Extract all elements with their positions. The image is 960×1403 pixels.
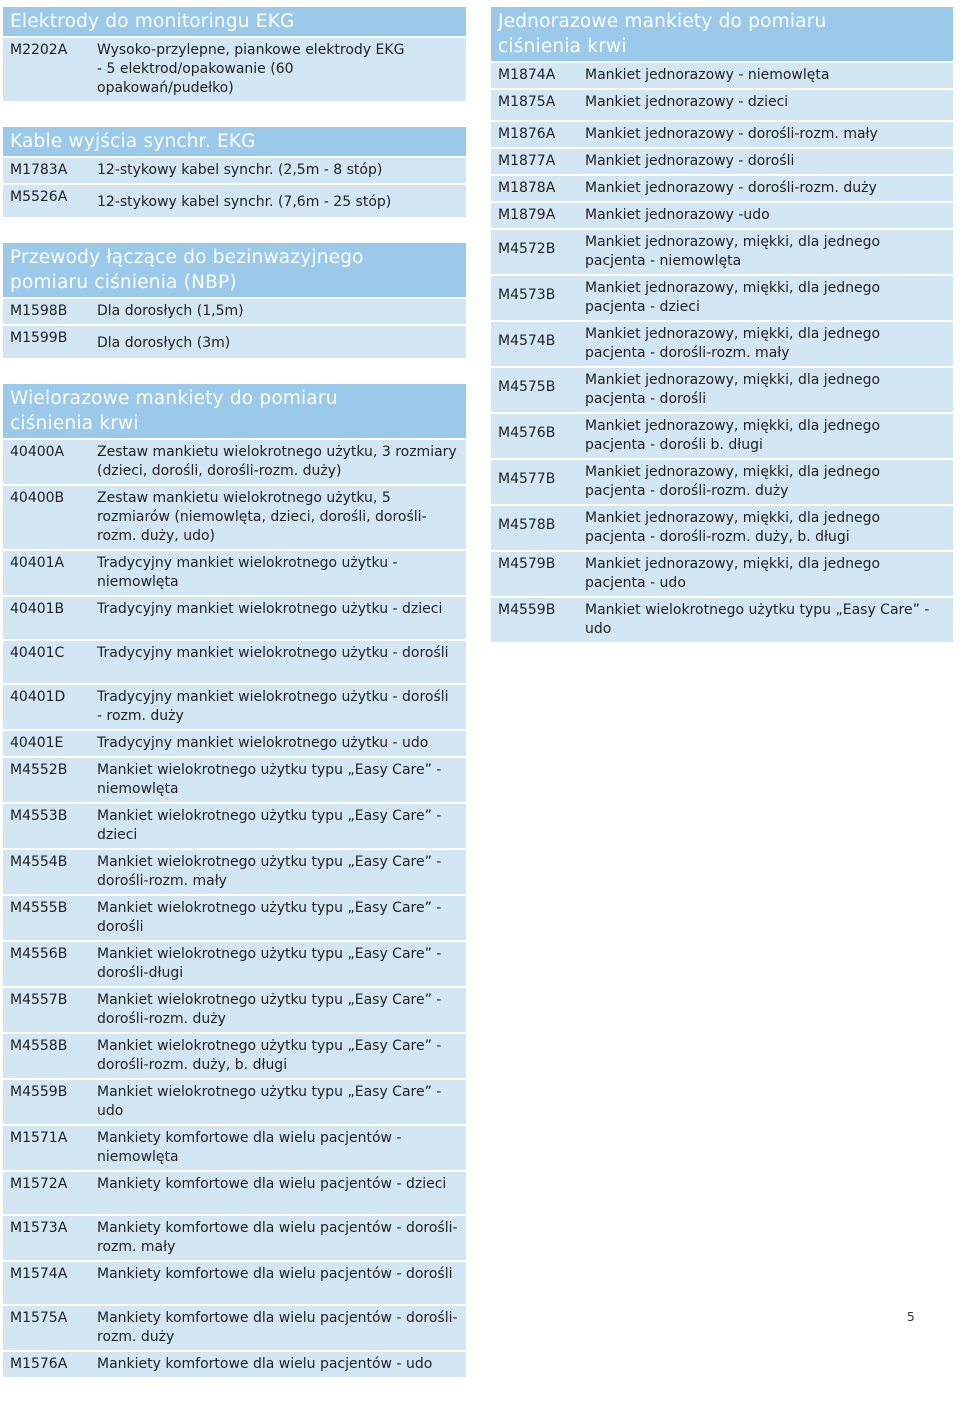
table-row <box>491 366 953 412</box>
product-description: Zestaw mankietu wielokrotnego użytku, 5 rozmiarów (niemowlęta, dzieci, dorośli, dorośli-rozm. duży, udo) <box>97 490 427 544</box>
product-description: Mankiet jednorazowy, miękki, dla jednego pacjenta - dorośli <box>585 372 881 407</box>
product-code: M4559B <box>498 602 556 618</box>
product-code: M4556B <box>10 946 68 962</box>
product-description: Mankiety komfortowe dla wielu pacjentów - dorośli <box>97 1266 453 1282</box>
table-row <box>3 756 466 802</box>
section-title: Przewody łączące do bezinwazyjnego pomiaru ciśnienia (NBP) <box>3 243 466 297</box>
product-description: Mankiet wielokrotnego użytku typu „Easy Care” - niemowlęta <box>97 762 442 797</box>
table-row <box>3 848 466 894</box>
product-description: Mankiet jednorazowy, miękki, dla jednego pacjenta - dorośli-rozm. duży <box>585 464 881 499</box>
table-row <box>3 549 466 595</box>
product-description: Mankiet wielokrotnego użytku typu „Easy Care” - dzieci <box>97 808 442 843</box>
product-code: M4574B <box>498 333 556 349</box>
product-code: M1877A <box>498 153 556 169</box>
product-code: M4573B <box>498 287 556 303</box>
product-code: M1571A <box>10 1130 68 1146</box>
product-code: M4579B <box>498 556 556 572</box>
table-row <box>491 88 953 120</box>
product-description: Mankiet jednorazowy - dorośli <box>585 153 795 169</box>
product-code: M2202A <box>10 42 68 58</box>
table-row <box>491 412 953 458</box>
product-description: Mankiety komfortowe dla wielu pacjentów - udo <box>97 1356 433 1372</box>
table-row <box>3 639 466 683</box>
product-code: M1575A <box>10 1310 68 1326</box>
table-row <box>3 683 466 729</box>
table-row <box>491 596 953 642</box>
table-row <box>491 228 953 274</box>
page-number: 5 <box>907 1310 915 1324</box>
product-code: M1783A <box>10 162 68 178</box>
table-row <box>491 458 953 504</box>
section-ecg-sync-cables <box>3 127 466 217</box>
product-description: Tradycyjny mankiet wielokrotnego użytku - dorośli <box>97 645 449 661</box>
product-description: Mankiet wielokrotnego użytku typu „Easy Care” - dorośli-rozm. duży, b. długi <box>97 1038 442 1073</box>
table-row <box>3 1304 466 1350</box>
product-code: M4554B <box>10 854 68 870</box>
section-disposable-cuffs <box>491 7 953 642</box>
table-row <box>3 438 466 484</box>
product-code: 40401E <box>10 735 64 751</box>
table-row <box>3 183 466 217</box>
section-title: Wielorazowe mankiety do pomiaru ciśnienia krwi <box>3 384 466 438</box>
product-description: Tradycyjny mankiet wielokrotnego użytku - udo <box>97 735 429 751</box>
product-description: Mankiet jednorazowy -udo <box>585 207 770 223</box>
right-column <box>491 7 953 668</box>
product-description: Dla dorosłych (3m) <box>97 335 231 351</box>
product-code: 40400A <box>10 444 65 460</box>
table-row <box>491 147 953 174</box>
table-row <box>3 894 466 940</box>
table-row <box>3 484 466 549</box>
product-description: Tradycyjny mankiet wielokrotnego użytku - dzieci <box>97 601 443 617</box>
product-code: 40401B <box>10 601 65 617</box>
product-code: M4555B <box>10 900 68 916</box>
product-description: Mankiet jednorazowy, miękki, dla jednego pacjenta - dzieci <box>585 280 881 315</box>
table-row <box>3 802 466 848</box>
product-code: M1876A <box>498 126 556 142</box>
section-nbp-hoses <box>3 243 466 358</box>
section-ecg-electrodes <box>3 7 466 101</box>
product-description: Mankiet wielokrotnego użytku typu „Easy Care” - dorośli-długi <box>97 946 442 981</box>
product-description: Mankiety komfortowe dla wielu pacjentów - dorośli-rozm. mały <box>97 1220 458 1255</box>
product-description: Mankiet wielokrotnego użytku typu „Easy Care” - dorośli-rozm. mały <box>97 854 442 889</box>
product-description: Zestaw mankietu wielokrotnego użytku, 3 rozmiary (dzieci, dorośli, dorośli-rozm. duży) <box>97 444 457 479</box>
table-row <box>3 986 466 1032</box>
table-row <box>3 156 466 183</box>
product-code: 40401D <box>10 689 66 705</box>
product-description: Mankiet jednorazowy, miękki, dla jednego pacjenta - dorośli-rozm. mały <box>585 326 881 361</box>
product-description: Mankiet wielokrotnego użytku typu „Easy Care” - dorośli-rozm. duży <box>97 992 442 1027</box>
product-description: Mankiet jednorazowy - niemowlęta <box>585 67 830 83</box>
product-description: Mankiet jednorazowy - dorośli-rozm. duży <box>585 180 877 196</box>
table-row <box>3 1170 466 1214</box>
table-row <box>3 1078 466 1124</box>
product-description: Mankiety komfortowe dla wielu pacjentów - dorośli-rozm. duży <box>97 1310 458 1345</box>
table-row <box>3 36 466 101</box>
product-code: M4577B <box>498 471 556 487</box>
product-code: M4558B <box>10 1038 68 1054</box>
product-description: Mankiet jednorazowy, miękki, dla jednego pacjenta - dorośli b. długi <box>585 418 881 453</box>
product-code: M4552B <box>10 762 68 778</box>
product-code: M1875A <box>498 94 556 110</box>
table-row <box>491 274 953 320</box>
table-row <box>3 1032 466 1078</box>
product-description: Tradycyjny mankiet wielokrotnego użytku - dorośli - rozm. duży <box>97 689 449 724</box>
product-description: Mankiet jednorazowy, miękki, dla jednego pacjenta - dorośli-rozm. duży, b. długi <box>585 510 881 545</box>
product-code: M1574A <box>10 1266 68 1282</box>
product-description: 12-stykowy kabel synchr. (7,6m - 25 stóp) <box>97 194 392 210</box>
product-description: Mankiety komfortowe dla wielu pacjentów - niemowlęta <box>97 1130 402 1165</box>
section-title: Elektrody do monitoringu EKG <box>3 7 466 36</box>
table-row <box>3 324 466 358</box>
table-row <box>3 729 466 756</box>
product-code: M4576B <box>498 425 556 441</box>
product-code: M4553B <box>10 808 68 824</box>
product-code: 40400B <box>10 490 65 506</box>
table-row <box>3 940 466 986</box>
product-description: Mankiet jednorazowy, miękki, dla jednego pacjenta - udo <box>585 556 881 591</box>
table-row <box>3 595 466 639</box>
product-code: M4575B <box>498 379 556 395</box>
product-description: Mankiet jednorazowy - dzieci <box>585 94 789 110</box>
product-description: Wysoko-przylepne, piankowe elektrody EKG - 5 elektrod/opakowanie (60 opakowań/pudełko) <box>97 42 405 96</box>
product-code: M1573A <box>10 1220 68 1236</box>
product-description: Mankiet wielokrotnego użytku typu „Easy Care” - dorośli <box>97 900 442 935</box>
product-code: M1572A <box>10 1176 68 1192</box>
product-code: M1874A <box>498 67 556 83</box>
table-row <box>491 504 953 550</box>
product-code: M4578B <box>498 517 556 533</box>
product-code: M4559B <box>10 1084 68 1100</box>
product-code: 40401C <box>10 645 65 661</box>
product-code: M1879A <box>498 207 556 223</box>
product-description: Mankiet wielokrotnego użytku typu „Easy Care” - udo <box>97 1084 442 1119</box>
product-code: M1599B <box>10 330 68 346</box>
left-column <box>3 7 466 1403</box>
table-row <box>3 297 466 324</box>
product-code: M5526A <box>10 189 68 205</box>
product-code: M1878A <box>498 180 556 196</box>
section-reusable-cuffs <box>3 384 466 1377</box>
table-row <box>491 120 953 147</box>
product-description: Dla dorosłych (1,5m) <box>97 303 244 319</box>
product-code: M4572B <box>498 241 556 257</box>
product-description: Mankiety komfortowe dla wielu pacjentów - dzieci <box>97 1176 447 1192</box>
product-code: M1576A <box>10 1356 68 1372</box>
table-row <box>491 550 953 596</box>
product-description: Mankiet jednorazowy - dorośli-rozm. mały <box>585 126 878 142</box>
table-row <box>491 174 953 201</box>
product-code: 40401A <box>10 555 65 571</box>
section-title: Jednorazowe mankiety do pomiaru ciśnienia krwi <box>491 7 953 61</box>
table-row <box>491 61 953 88</box>
table-row <box>3 1350 466 1377</box>
product-description: Tradycyjny mankiet wielokrotnego użytku - niemowlęta <box>97 555 398 590</box>
section-title: Kable wyjścia synchr. EKG <box>3 127 466 156</box>
product-code: M4557B <box>10 992 68 1008</box>
product-description: 12-stykowy kabel synchr. (2,5m - 8 stóp) <box>97 162 383 178</box>
table-row <box>3 1124 466 1170</box>
product-description: Mankiet jednorazowy, miękki, dla jednego pacjenta - niemowlęta <box>585 234 881 269</box>
table-row <box>3 1260 466 1304</box>
product-description: Mankiet wielokrotnego użytku typu „Easy Care” - udo <box>585 602 930 637</box>
table-row <box>3 1214 466 1260</box>
table-row <box>491 320 953 366</box>
table-row <box>491 201 953 228</box>
product-code: M1598B <box>10 303 68 319</box>
